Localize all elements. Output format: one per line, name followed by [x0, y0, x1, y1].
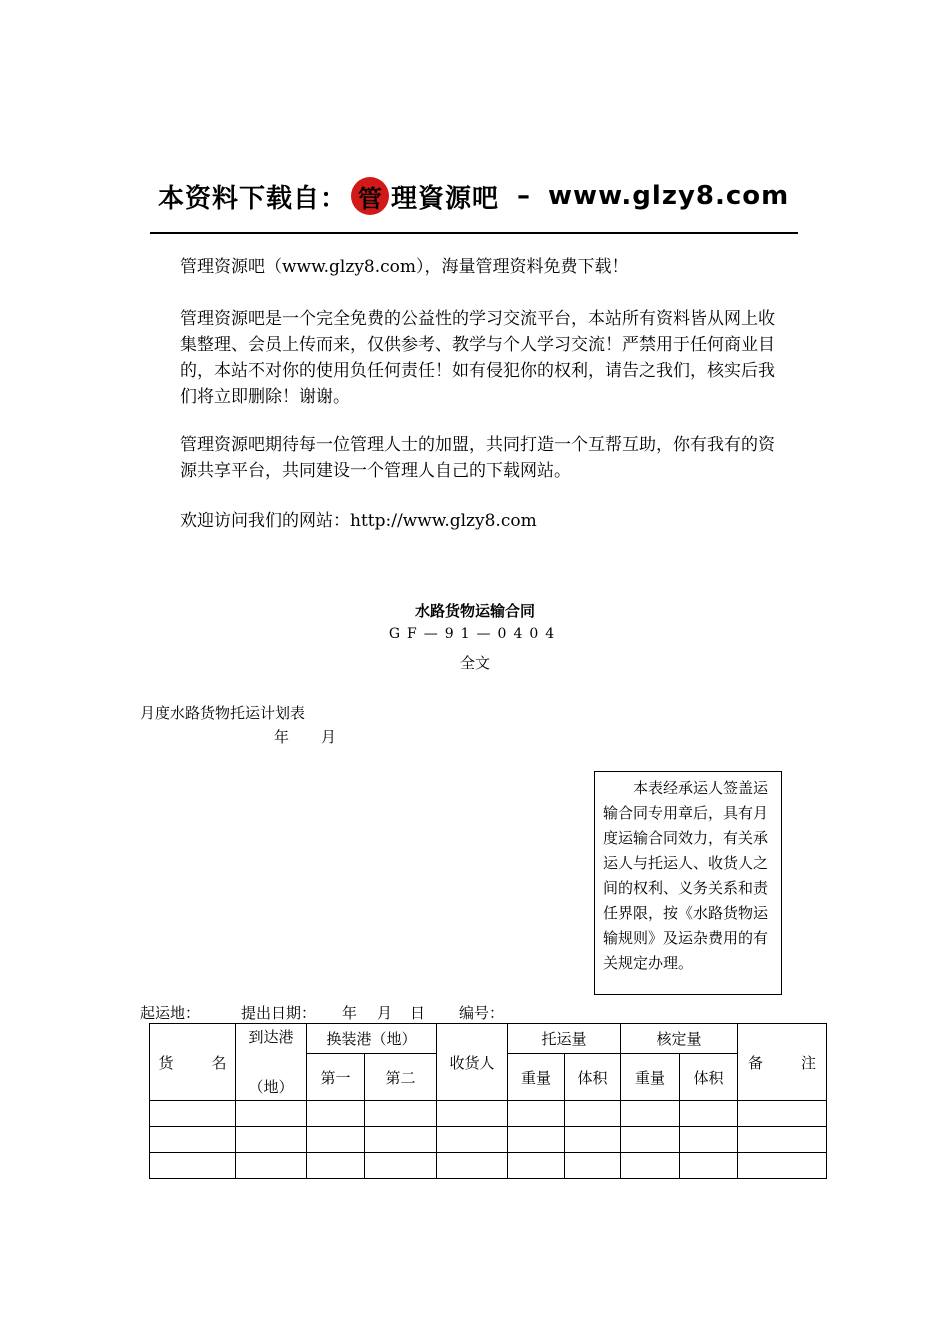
- table-row: [150, 1101, 827, 1127]
- header-transship-first: 第一: [307, 1054, 365, 1101]
- banner-site-link[interactable]: www.glzy8.com: [548, 181, 790, 211]
- plan-title: 月度水路货物托运计划表: [140, 704, 306, 722]
- contract-code: GF—91—0404: [388, 626, 562, 642]
- banner-brand: 理資源吧: [391, 183, 500, 214]
- contract-full-text: 全文: [459, 654, 490, 672]
- date-year: 年: [342, 1004, 358, 1022]
- header-arrival-port: 到达港 （地）: [236, 1024, 307, 1101]
- header-transship-second: 第二: [365, 1054, 437, 1101]
- header-consigned-qty: 托运量: [508, 1024, 621, 1054]
- header-remarks: 备 注: [738, 1024, 827, 1101]
- header-consignee: 收货人: [437, 1024, 508, 1101]
- banner-divider: [150, 232, 798, 234]
- date-day: 日: [410, 1004, 426, 1022]
- banner-prefix: 本资料下载自：: [158, 183, 348, 214]
- brand-logo-icon: 管: [351, 177, 389, 215]
- header-goods-name: 货 名: [150, 1024, 236, 1101]
- date-month: 月: [377, 1004, 393, 1022]
- plan-year-month: [274, 726, 368, 747]
- banner-dash: –: [517, 181, 531, 211]
- month-label: 月: [321, 728, 337, 746]
- contract-note-box: 本表经承运人签盖运输合同专用章后，具有月度运输合同效力，有关承运人与托运人、收货人之间的权利、义务关系和责任界限，按《水路货物运输规则》及运杂费用的有关规定办理。: [594, 771, 782, 995]
- header-consigned-weight: 重量: [508, 1054, 565, 1101]
- intro-line1: 管理资源吧（www.glzy8.com），海量管理资料免费下载！: [180, 257, 629, 277]
- header-transship-port: 换装港（地）: [307, 1024, 437, 1054]
- plan-table: [149, 1023, 827, 1179]
- origin-label: 起运地：: [140, 1004, 201, 1022]
- header-approved-weight: 重量: [621, 1054, 680, 1101]
- intro-para2: 管理资源吧是一个完全免费的公益性的学习交流平台，本站所有资料皆从网上收集整理、会员上传而来，仅供参考、教学与个人学习交流！严禁用于任何商业目的，本站不对你的使用负任何责任！如有侵犯你的权利，请告之我们，核实后我们将立即删除！谢谢。: [180, 309, 775, 407]
- header-approved-volume: 体积: [680, 1054, 738, 1101]
- intro-para3: 管理资源吧期待每一位管理人士的加盟，共同打造一个互帮互助，你有我有的资源共享平台，共同建设一个管理人自己的下载网站。: [180, 435, 775, 481]
- header-approved-qty: 核定量: [621, 1024, 738, 1054]
- date-label: 提出日期：: [241, 1004, 317, 1022]
- contract-title: 水路货物运输合同: [414, 602, 535, 620]
- download-banner: [158, 172, 789, 220]
- year-label: 年: [274, 728, 290, 746]
- intro-para4: 欢迎访问我们的网站：http://www.glzy8.com: [180, 511, 537, 531]
- header-consigned-volume: 体积: [565, 1054, 621, 1101]
- number-label: 编号：: [459, 1004, 505, 1022]
- table-row: [150, 1127, 827, 1153]
- table-row: [150, 1153, 827, 1179]
